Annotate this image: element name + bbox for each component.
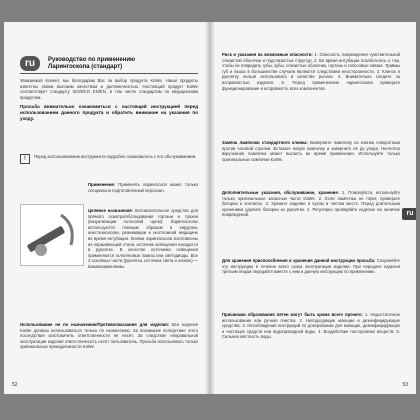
risks-heading: Риск и указания на возможные опасности: [222, 52, 313, 57]
application-text: Применять ларингоскоп может только специально подготовленный персонал. [88, 182, 198, 193]
intro-paragraph: Уважаемый Клиент, мы благодарим Вас за выбор продукта KaWe. Наши продукты известны своим высоким качеством и долговечностью. Настоящий продукт KaWe соответствует стандарту ISO/ИСО EN/EN, в том числе стандартам по медицинским продуктам. [20, 78, 198, 100]
title-line-1: Руководство по применению [48, 57, 136, 63]
title-divider [20, 73, 198, 74]
book-gutter [205, 22, 215, 394]
stains-section [222, 312, 400, 340]
stains-heading: Причинами образования пятен могут быть кроме всего прочего: [222, 312, 363, 317]
misuse-heading: Использование не по назначению/Противопоказания для изделия: [20, 322, 170, 327]
laryngoscope-photo [20, 204, 84, 266]
extra-text: 1. Пожалуйста, используйте только оригинальные запасные части KaWe. 2. Если лампочка не горит, проверьте батареи и контакты. 3. Храните изделие в сухом и чистом месте. Перед длительным хранением удалите батареи из рукоятки. 4. Регулярно проверяйте изделие на наличие повреждений. [222, 190, 400, 218]
blade-section [222, 140, 400, 162]
application-section [88, 182, 198, 193]
misuse-text: Все изделия KaWe должны использоваться только по назначению. За возникшие вследствие этого последствия изготовитель ответственности не несёт. За следствие неправильной эксплуатации изделия ответственность несёт пользователь. Просьба использовать только оригинальные принадлежности KaWe. [20, 322, 198, 350]
extra-heading: Дополнительные указания, обслуживание, хранение: [222, 190, 340, 195]
title-line-2: Ларингоскопа (стандарт) [48, 64, 123, 70]
purpose-section [88, 208, 198, 270]
extra-section [222, 190, 400, 218]
language-badge: ru [20, 56, 40, 71]
risks-text: 1. Опасность повреждения чувствительной слизистой оболочки и подслизистых структур. 2. Во время интубации позаботьтесь о том, чтобы не повредить губы, зубы, слизистые оболочки, гортань и голосовые связки. Травмы губ и языка в большинстве случаев являются следствием неосторожности. 3. Клинок и рукоятку нельзя использовать в качестве рычага. 4. Внимательно следите за исправностью изделия. 5. Перед применением ларингоскопа проверьте функционирование и исправность всех компонентов. [222, 52, 400, 91]
left-page [4, 22, 210, 394]
blade-heading: Замена лампочки стандартного клинка: [222, 140, 308, 145]
page-number-right: 53 [402, 382, 408, 388]
blade-text: Выверните лампочку из клинка поворотным против часовой стрелки. Вставьте новую лампочку и заверните её до упора. Неплотно вкрученная лампочка может выпасть во время применения. Используйте только оригинальные лампочки KaWe. [222, 140, 400, 162]
read-note: Перед использованием инструмента подробно ознакомьтесь с его обслуживанием. [34, 154, 197, 159]
read-instructions-icon: ! [20, 154, 30, 164]
storage-heading: Для хранения приспособления и хранения данной инструкции просьба: [222, 258, 376, 263]
language-tab: ru [402, 208, 416, 220]
storage-section [222, 258, 400, 275]
misuse-section [20, 322, 198, 350]
purpose-heading: Целевое назначение: [88, 208, 134, 213]
warning-paragraph: Просьба внимательно ознакомиться с настоящей инструкцией перед использованием данного продукта и обратить внимание на указания по уходу. [20, 104, 198, 121]
purpose-text: Вспомогательное средство для прямого осмотра/обследования гортани и трахеи (визуализации голосовой щели). Ларингоскопы используются главным образом в хирургии, анестезиологии, реанимации и неотложной медицине во время интубации. Клинки ларингоскопа изготовлены из нержавеющей стали, источник освещения находится в рукоятке. В качестве источника освещения применяются галогеновые лампы или светодиоды. Все 3 основных части (рукоятка, источник света и клинок) — взаимозаменяемы. [88, 208, 199, 269]
stains-text: 1. Недостаточное использование или ручная очистка. 2. Неподходящие моющие и дезинфицирующие средства. 3. Несоблюдение инструкций по дозированию для моющих, дезинфицирующих и чистящих средств или водопроводной воды. 4. Воздействие посторонних веществ. 5. Сильная жёсткость воды. [222, 312, 400, 340]
right-page [210, 22, 416, 394]
page-number-left: 52 [12, 382, 18, 388]
application-heading: Применение: [88, 182, 116, 187]
page-title [48, 57, 135, 71]
storage-text: Сохраняйте эту инструкцию в течение всего срока эксплуатации изделия. При передаче изделия третьим лицам передайте вместе с ним и данную инструкцию по применению. [222, 258, 400, 275]
risks-section [222, 52, 400, 91]
document-spread [4, 22, 416, 394]
